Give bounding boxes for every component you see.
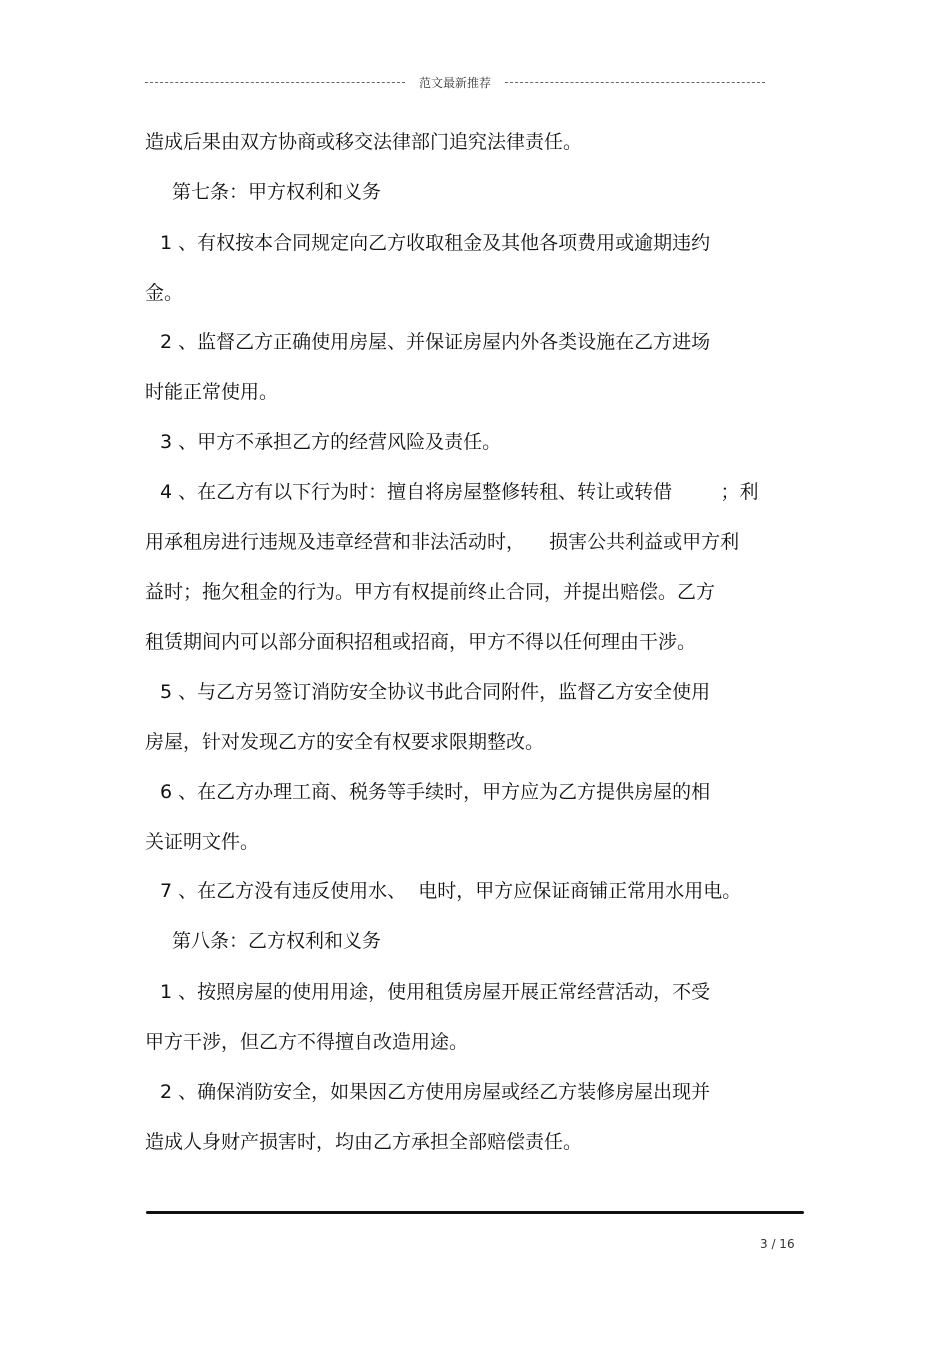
body-line: 关证明文件。 <box>145 831 260 853</box>
article-heading: 第八条：乙方权利和义务 <box>172 930 382 952</box>
page-header <box>145 72 765 92</box>
body-line: 造成后果由双方协商或移交法律部门追究法律责任。 <box>145 131 583 153</box>
body-line: 6 、在乙方办理工商、税务等手续时，甲方应为乙方提供房屋的相 <box>160 781 711 803</box>
body-line: 造成人身财产损害时，均由乙方承担全部赔偿责任。 <box>145 1131 583 1153</box>
body-line: 2 、监督乙方正确使用房屋、并保证房屋内外各类设施在乙方进场 <box>160 331 711 353</box>
header-dashed-rule-right <box>505 82 765 83</box>
article-heading: 第七条：甲方权利和义务 <box>172 181 382 203</box>
body-line: 租赁期间内可以部分面积招租或招商，甲方不得以任何理由干涉。 <box>145 631 697 653</box>
footer-rule <box>146 1211 804 1214</box>
body-line: 2 、确保消防安全，如果因乙方使用房屋或经乙方装修房屋出现并 <box>160 1081 711 1103</box>
header-dashed-rule-left <box>145 82 405 83</box>
body-line: 1 、按照房屋的使用用途，使用租赁房屋开展正常经营活动，不受 <box>160 981 711 1003</box>
body-line: 金。 <box>145 282 184 304</box>
page-number: 3 / 16 <box>760 1237 795 1251</box>
header-title: 范文最新推荐 <box>419 75 492 90</box>
body-line: 时能正常使用。 <box>145 381 279 403</box>
body-line: 3 、甲方不承担乙方的经营风险及责任。 <box>160 431 502 453</box>
body-line: 甲方干涉，但乙方不得擅自改造用途。 <box>145 1031 469 1053</box>
body-line: 益时；拖欠租金的行为。甲方有权提前终止合同，并提出赔偿。乙方 <box>145 581 716 603</box>
body-line: 4 、在乙方有以下行为时：擅自将房屋整修转租、转让或转借 ；利 <box>160 481 759 503</box>
body-line: 5 、与乙方另签订消防安全协议书此合同附件，监督乙方安全使用 <box>160 681 711 703</box>
body-line: 房屋，针对发现乙方的安全有权要求限期整改。 <box>145 731 545 753</box>
body-line: 用承租房进行违规及违章经营和非法活动时， 损害公共利益或甲方利 <box>145 531 740 553</box>
body-line: 1 、有权按本合同规定向乙方收取租金及其他各项费用或逾期违约 <box>160 232 711 254</box>
body-line: 7 、在乙方没有违反使用水、 电时，甲方应保证商铺正常用水用电。 <box>160 880 742 902</box>
